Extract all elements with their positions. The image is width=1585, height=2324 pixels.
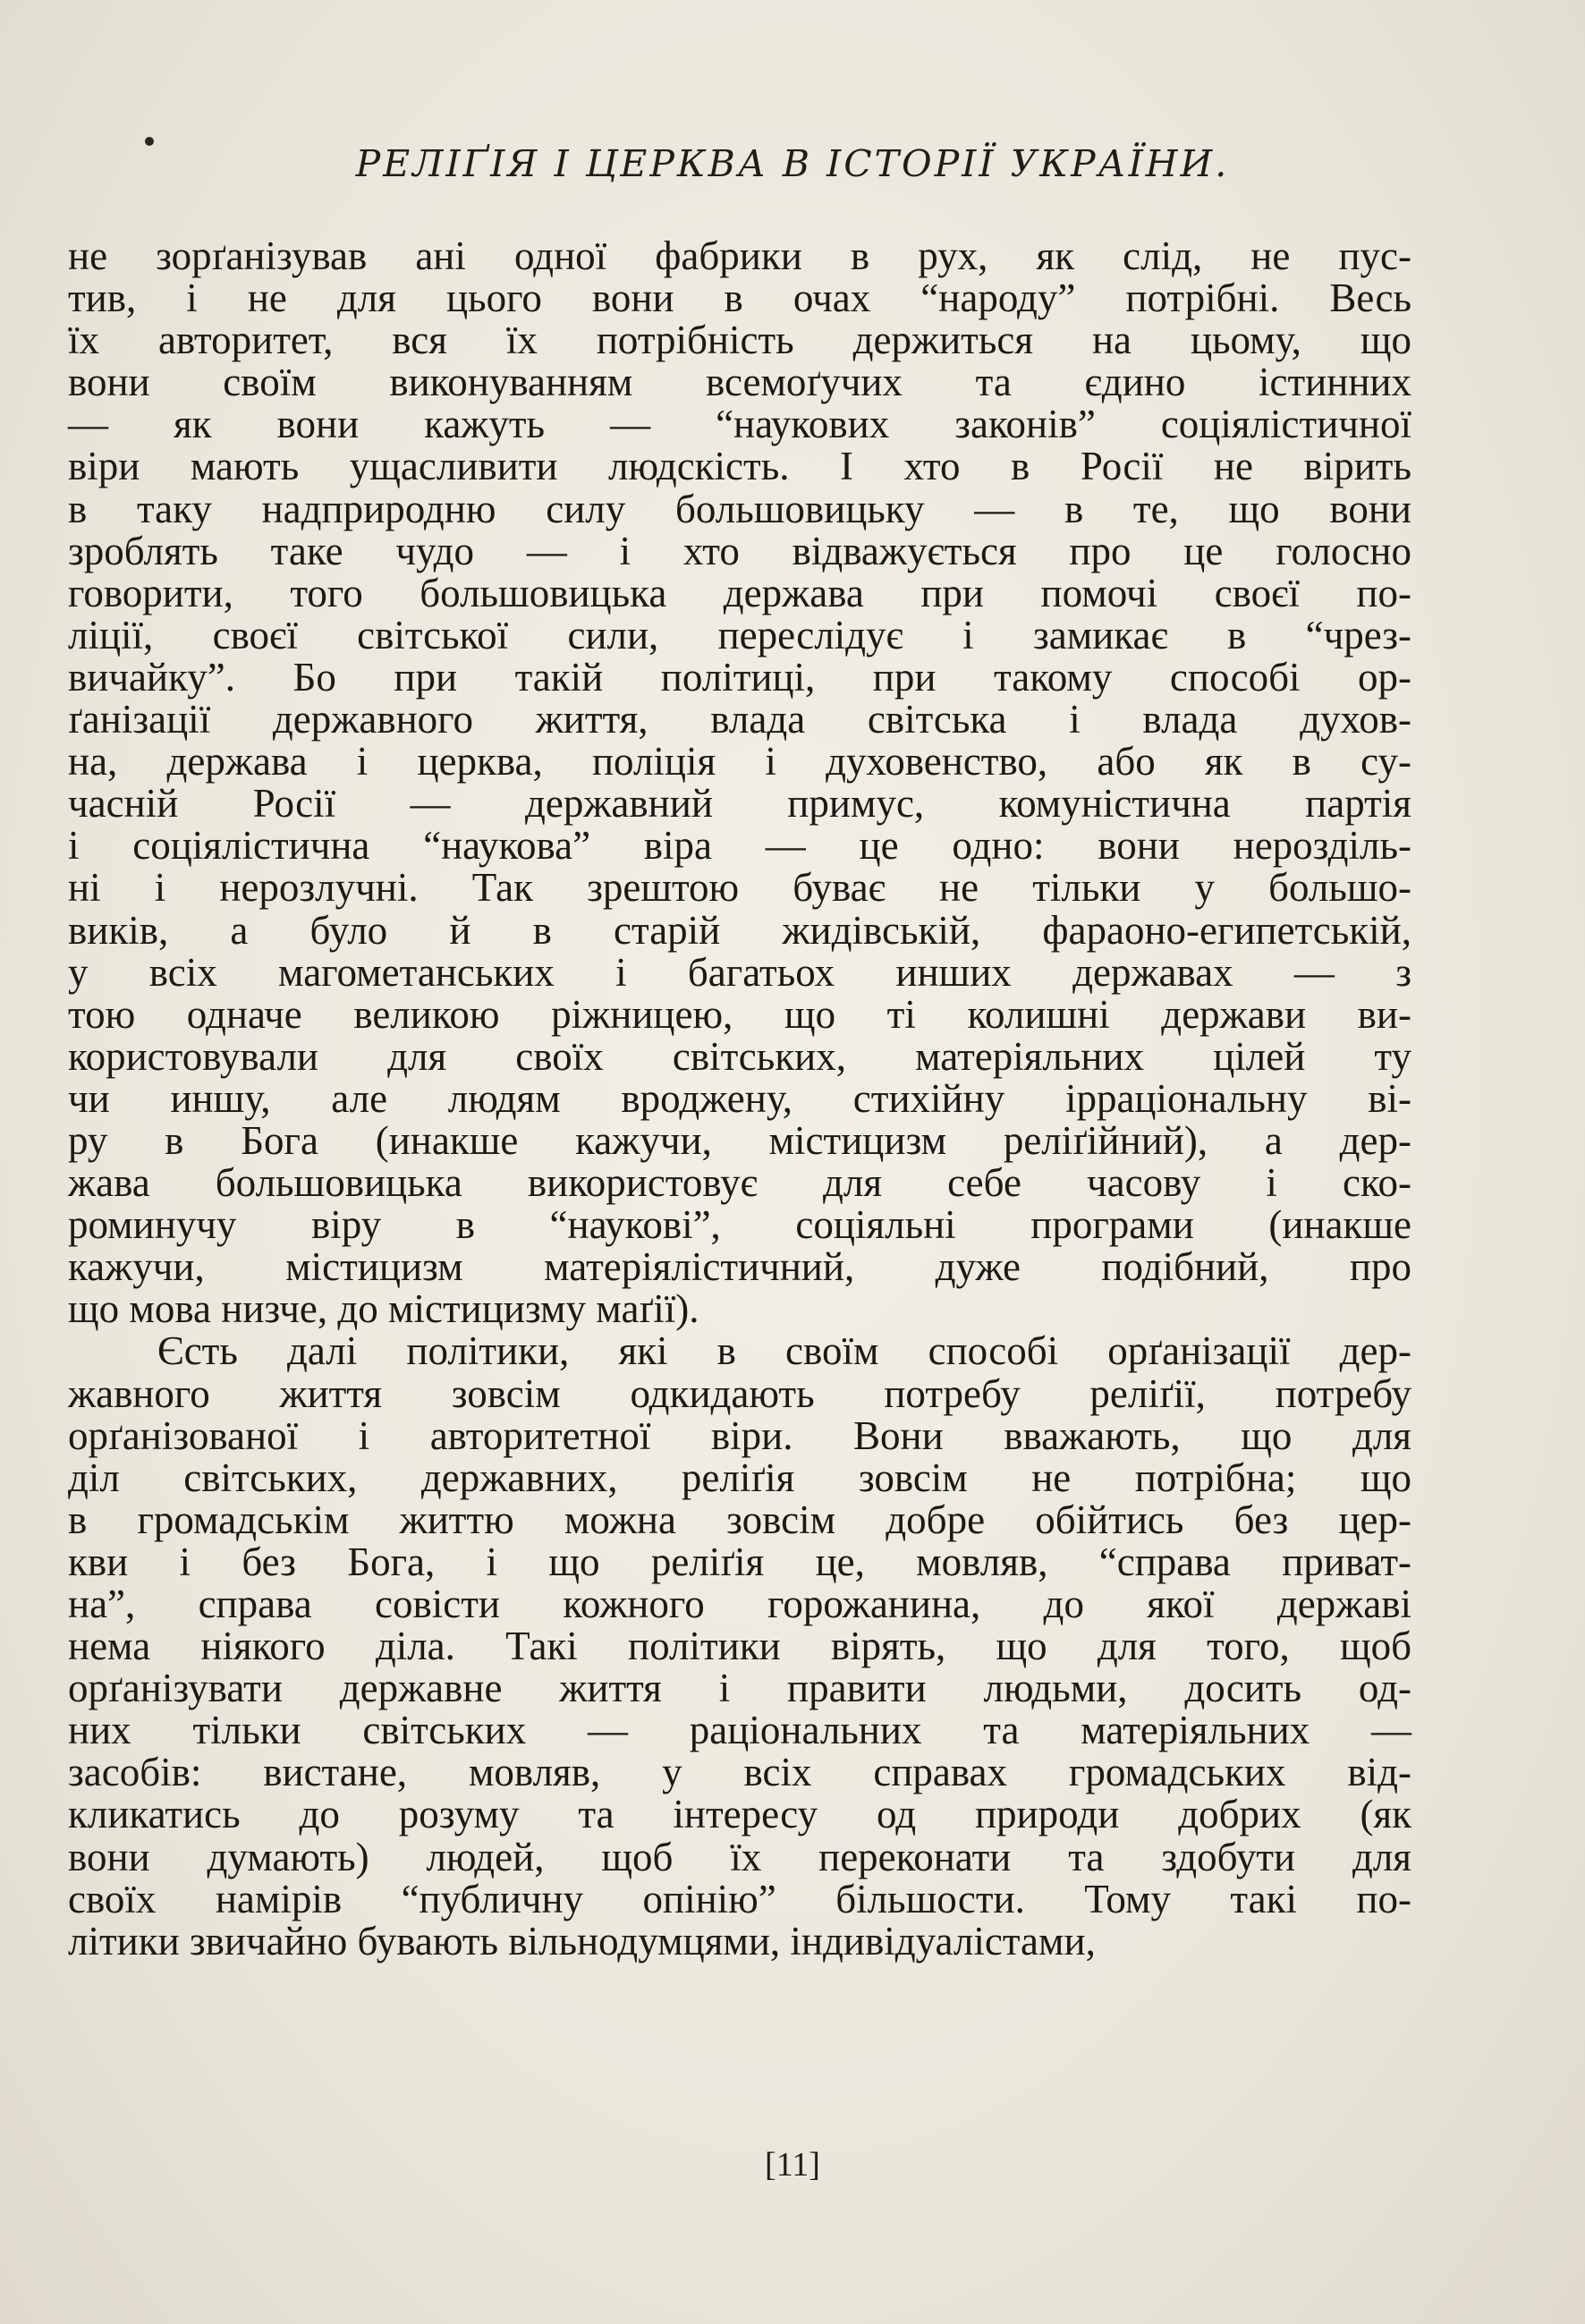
text-line: кви і без Бога, і що реліґія це, мовляв, “справа приват- — [68, 1539, 1411, 1584]
text-line: роминучу віру в “наукові”, соціяльні програми (инакше — [68, 1202, 1411, 1248]
text-line: діл світських, державних, реліґія зовсім не потрібна; що — [68, 1455, 1411, 1500]
running-head: РЕЛІҐІЯ І ЦЕРКВА В ІСТОРІЇ УКРАЇНИ. — [355, 142, 1230, 185]
body-text — [68, 235, 1411, 1963]
text-line: віри мають ущасливити людскість. І хто в Росії не вірить — [68, 444, 1411, 489]
text-line: засобів: вистане, мовляв, у всіх справах громадських від- — [68, 1750, 1411, 1795]
text-line: кликатись до розуму та інтересу од природи добрих (як — [68, 1792, 1411, 1837]
text-line: говорити, того большовицька держава при помочі своєї по- — [68, 570, 1411, 615]
text-line: вичайку”. Бо при такій політиці, при такому способі ор- — [68, 654, 1411, 700]
text-line: тив, і не для цього вони в очах “народу” потрібні. Весь — [68, 276, 1411, 321]
text-line: своїх намірів “публичну опінію” більшости. Тому такі по- — [68, 1876, 1411, 1921]
text-line: вони своїм виконуванням всемоґучих та єдино істинних — [68, 360, 1411, 405]
text-line: на”, справа совісти кожного горожанина, до якої державі — [68, 1582, 1411, 1626]
text-line: їх авторитет, вся їх потрібність держиться на цьому, що — [68, 318, 1411, 363]
text-line: ру в Бога (инакше кажучи, містицизм реліґійний), а дер- — [68, 1117, 1411, 1163]
text-line: у всіх магометанських і багатьох инших державах — з — [68, 949, 1411, 995]
text-line: в громадськім життю можна зовсім добре обійтись без цер- — [68, 1497, 1411, 1542]
text-line: них тільки світських — раціональних та матеріяльних — — [68, 1708, 1411, 1753]
text-line: тою одначе великою ріжницею, що ті колишні держави ви- — [68, 991, 1411, 1037]
text-line: ліції, своєї світської сили, переслідує і замикає в “чрез- — [68, 612, 1411, 657]
text-line: на, держава і церква, поліція і духовенство, або як в су- — [68, 739, 1411, 785]
text-line: жавного життя зовсім одкидають потребу реліґії, потребу — [68, 1370, 1411, 1416]
text-line: виків, а було й в старій жидівській, фараоно-египетській, — [68, 907, 1411, 953]
text-line: жава большовицька використовує для себе часову і ско- — [68, 1160, 1411, 1206]
text-line: що мова низче, до містицизму маґії). — [68, 1286, 699, 1332]
text-line: часній Росії — державний примус, комуністична партія — [68, 781, 1411, 827]
text-line: орґанізованої і авторитетної віри. Вони вважають, що для — [68, 1412, 1411, 1458]
text-line: вони думають) людей, щоб їх переконати та здобути для — [68, 1834, 1411, 1879]
page-number: [11] — [765, 2146, 820, 2184]
text-line: в таку надприродню силу большовицьку — в те, що вони — [68, 486, 1411, 531]
text-line: — як вони кажуть — “наукових законів” соціялістичної — [68, 402, 1411, 447]
text-line: користовували для своїх світських, матеріяльних цілей ту — [68, 1033, 1411, 1079]
text-line: не зорґанізував ані одної фабрики в рух, як слід, не пус- — [68, 233, 1411, 278]
text-line: ні і нерозлучні. Так зрештою буває не тільки у большо- — [68, 865, 1411, 911]
text-line: нема ніякого діла. Такі політики вірять, що для того, щоб — [68, 1624, 1411, 1669]
text-line: зроблять таке чудо — і хто відважується про це голосно — [68, 528, 1411, 573]
text-line: ґанізації державного життя, влада світська і влада духов- — [68, 697, 1411, 742]
text-line: орґанізувати державне життя і правити людьми, досить од- — [68, 1666, 1411, 1711]
text-line: кажучи, містицизм матеріялістичний, дуже подібний, про — [68, 1244, 1411, 1290]
text-line: чи иншу, але людям вроджену, стихійну ірраціональну ві- — [68, 1075, 1411, 1121]
text-line: Єсть далі політики, які в своїм способі орґанізації дер- — [157, 1328, 1411, 1374]
text-line: літики звичайно бувають вільнодумцями, індивідуалістами, — [68, 1918, 1096, 1964]
text-line: і соціялістична “наукова” віра — це одно: вони нерозділь- — [68, 823, 1411, 869]
